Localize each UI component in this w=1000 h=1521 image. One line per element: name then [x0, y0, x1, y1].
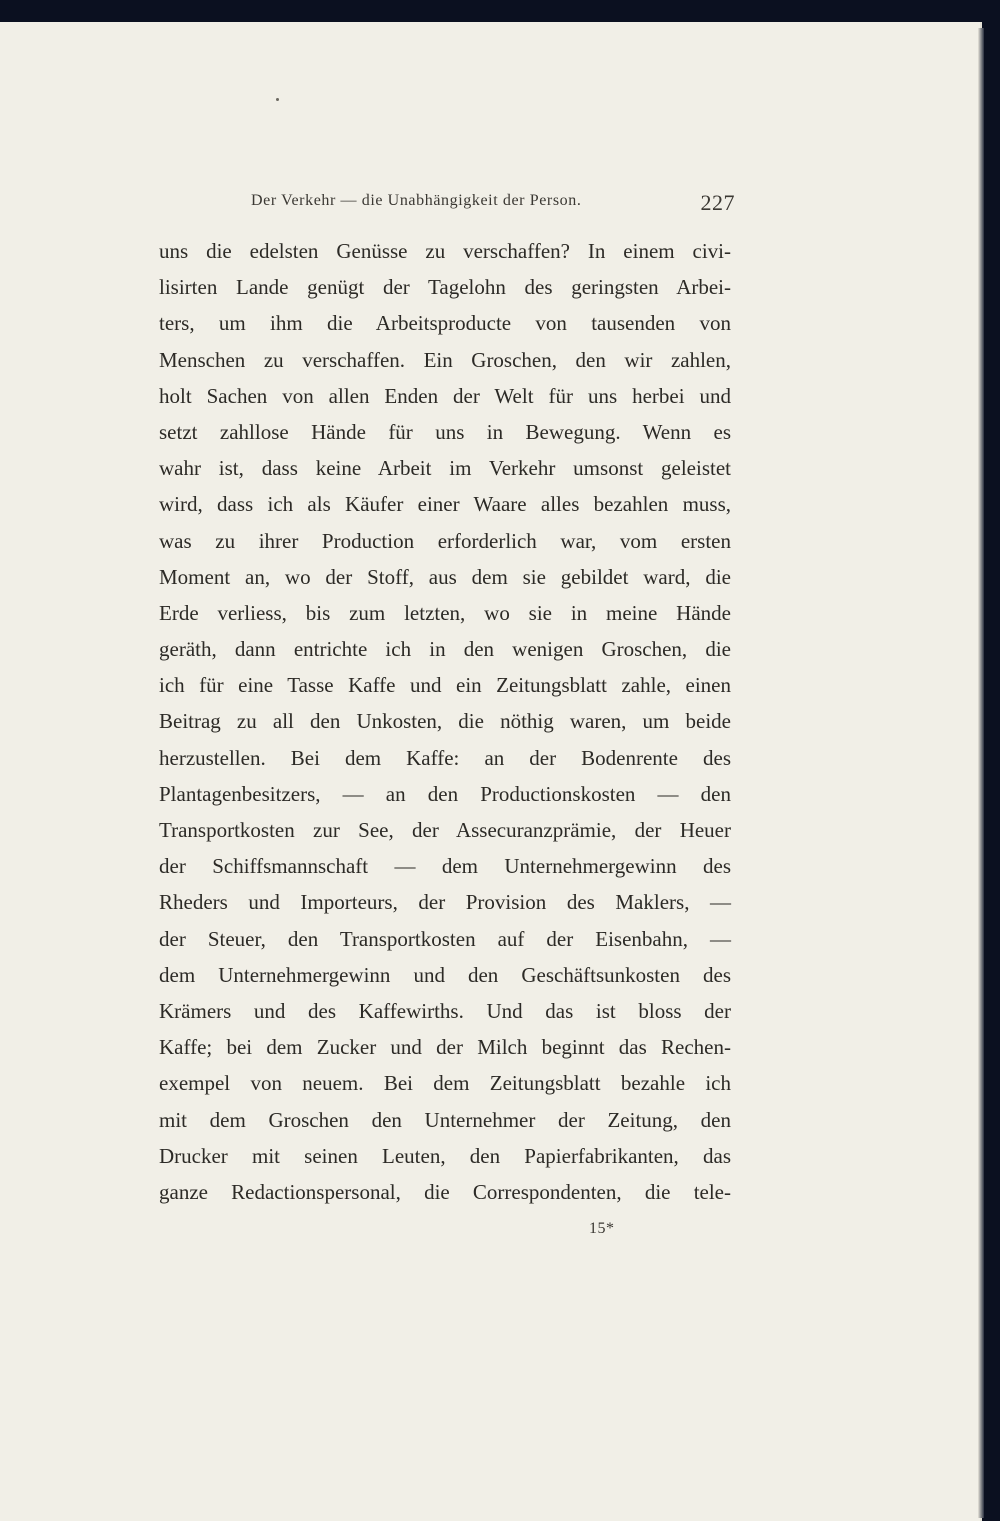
text-line: dem Unternehmergewinn und den Geschäftsunkosten des	[159, 962, 731, 987]
page-edge	[978, 28, 984, 1518]
text-line: ters, um ihm die Arbeitsproducte von tausenden von	[159, 311, 731, 336]
text-line: der Schiffsmannschaft — dem Unternehmergewinn des	[159, 854, 731, 879]
text-line: ich für eine Tasse Kaffe und ein Zeitungsblatt zahle, einen	[159, 673, 731, 698]
text-line: holt Sachen von allen Enden der Welt für uns herbei und	[159, 383, 731, 408]
running-title: Der Verkehr — die Unabhängigkeit der Person.	[251, 192, 582, 209]
text-line: Moment an, wo der Stoff, aus dem sie gebildet ward, die	[159, 564, 731, 589]
text-line: Beitrag zu all den Unkosten, die nöthig waren, um beide	[159, 709, 731, 734]
signature-mark: 15*	[589, 1220, 615, 1237]
text-line: Erde verliess, bis zum letzten, wo sie in meine Hände	[159, 600, 731, 625]
text-line: Krämers und des Kaffewirths. Und das ist bloss der	[159, 998, 731, 1023]
text-line: Kaffe; bei dem Zucker und der Milch beginnt das Rechen-	[159, 1035, 731, 1060]
text-line: exempel von neuem. Bei dem Zeitungsblatt bezahle ich	[159, 1071, 731, 1096]
text-line: Plantagenbesitzers, — an den Productionskosten — den	[159, 781, 731, 806]
text-line: ganze Redactionspersonal, die Correspondenten, die tele-	[159, 1179, 731, 1204]
text-line: wird, dass ich als Käufer einer Waare alles bezahlen muss,	[159, 492, 731, 517]
text-line: geräth, dann entrichte ich in den wenigen Groschen, die	[159, 637, 731, 662]
text-line: lisirten Lande genügt der Tagelohn des geringsten Arbei-	[159, 275, 731, 300]
body-text	[159, 233, 731, 1210]
text-line: Transportkosten zur See, der Assecuranzprämie, der Heuer	[159, 818, 731, 842]
text-line: uns die edelsten Genüsse zu verschaffen? In einem civi-	[159, 239, 731, 263]
paper-speck	[276, 98, 279, 101]
running-head	[159, 190, 741, 216]
text-line: Drucker mit seinen Leuten, den Papierfabrikanten, das	[159, 1143, 731, 1168]
text-line: was zu ihrer Production erforderlich war, vom ersten	[159, 528, 731, 553]
text-line: der Steuer, den Transportkosten auf der Eisenbahn, —	[159, 926, 731, 951]
text-line: setzt zahllose Hände für uns in Bewegung. Wenn es	[159, 419, 731, 444]
text-line: herzustellen. Bei dem Kaffe: an der Bodenrente des	[159, 745, 731, 770]
text-line: wahr ist, dass keine Arbeit im Verkehr umsonst geleistet	[159, 456, 731, 481]
text-line: Menschen zu verschaffen. Ein Groschen, den wir zahlen,	[159, 347, 731, 372]
page-number: 227	[700, 190, 735, 215]
text-line: mit dem Groschen den Unternehmer der Zeitung, den	[159, 1107, 731, 1132]
text-line: Rheders und Importeurs, der Provision des Maklers, —	[159, 890, 731, 915]
